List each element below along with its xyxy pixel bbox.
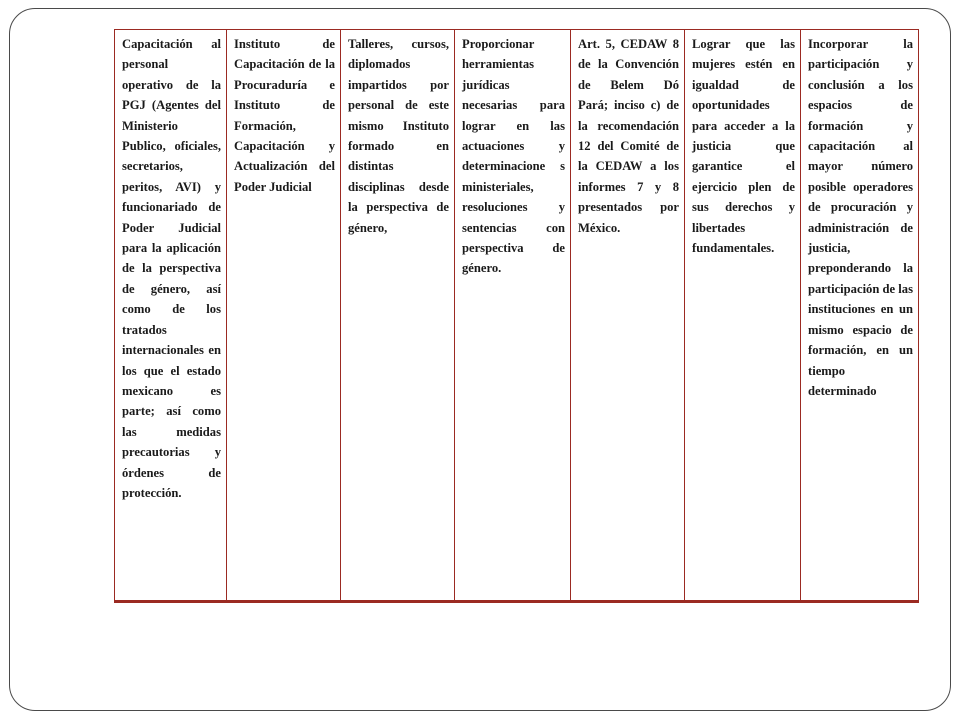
cell-action: Capacitación al personal operativo de la PGJ (Agentes del Ministerio Publico, oficiales, secretarios, peritos, AVI) y funcionariado de Poder Judicial para la aplicación de la perspectiva de género, así como de los tratados internacionales en los que el estado mexicano es parte; así como las medidas precautorias y órdenes de protección. <box>115 30 227 602</box>
cell-objective: Proporcionar herramientas jurídicas necesarias para lograr en las actuaciones y determinacione s ministeriales, resoluciones y sentencias con perspectiva de género. <box>455 30 571 602</box>
cell-indicator: Incorporar la participación y conclusión a los espacios de formación y capacitación al mayor número posible operadores de procuración y administración de justicia, preponderando la participación de las instituciones en un mismo espacio de formación, en un tiempo determinado <box>801 30 919 602</box>
cell-activities: Talleres, cursos, diplomados impartidos por personal de este mismo Instituto formado en distintas disciplinas desde la perspectiva de género, <box>341 30 455 602</box>
slide-frame <box>9 8 951 711</box>
program-table <box>114 29 919 603</box>
cell-responsible: Instituto de Capacitación de la Procuraduría e Instituto de Formación, Capacitación y Actualización del Poder Judicial <box>227 30 341 602</box>
cell-legal-basis: Art. 5, CEDAW 8 de la Convención de Belem Dó Pará; inciso c) de la recomendación 12 del Comité de la CEDAW a los informes 7 y 8 presentados por México. <box>571 30 685 602</box>
table-row <box>115 30 919 602</box>
cell-goal: Lograr que las mujeres estén en igualdad de oportunidades para acceder a la justicia que garantice el ejercicio plen de sus derechos y libertades fundamentales. <box>685 30 801 602</box>
